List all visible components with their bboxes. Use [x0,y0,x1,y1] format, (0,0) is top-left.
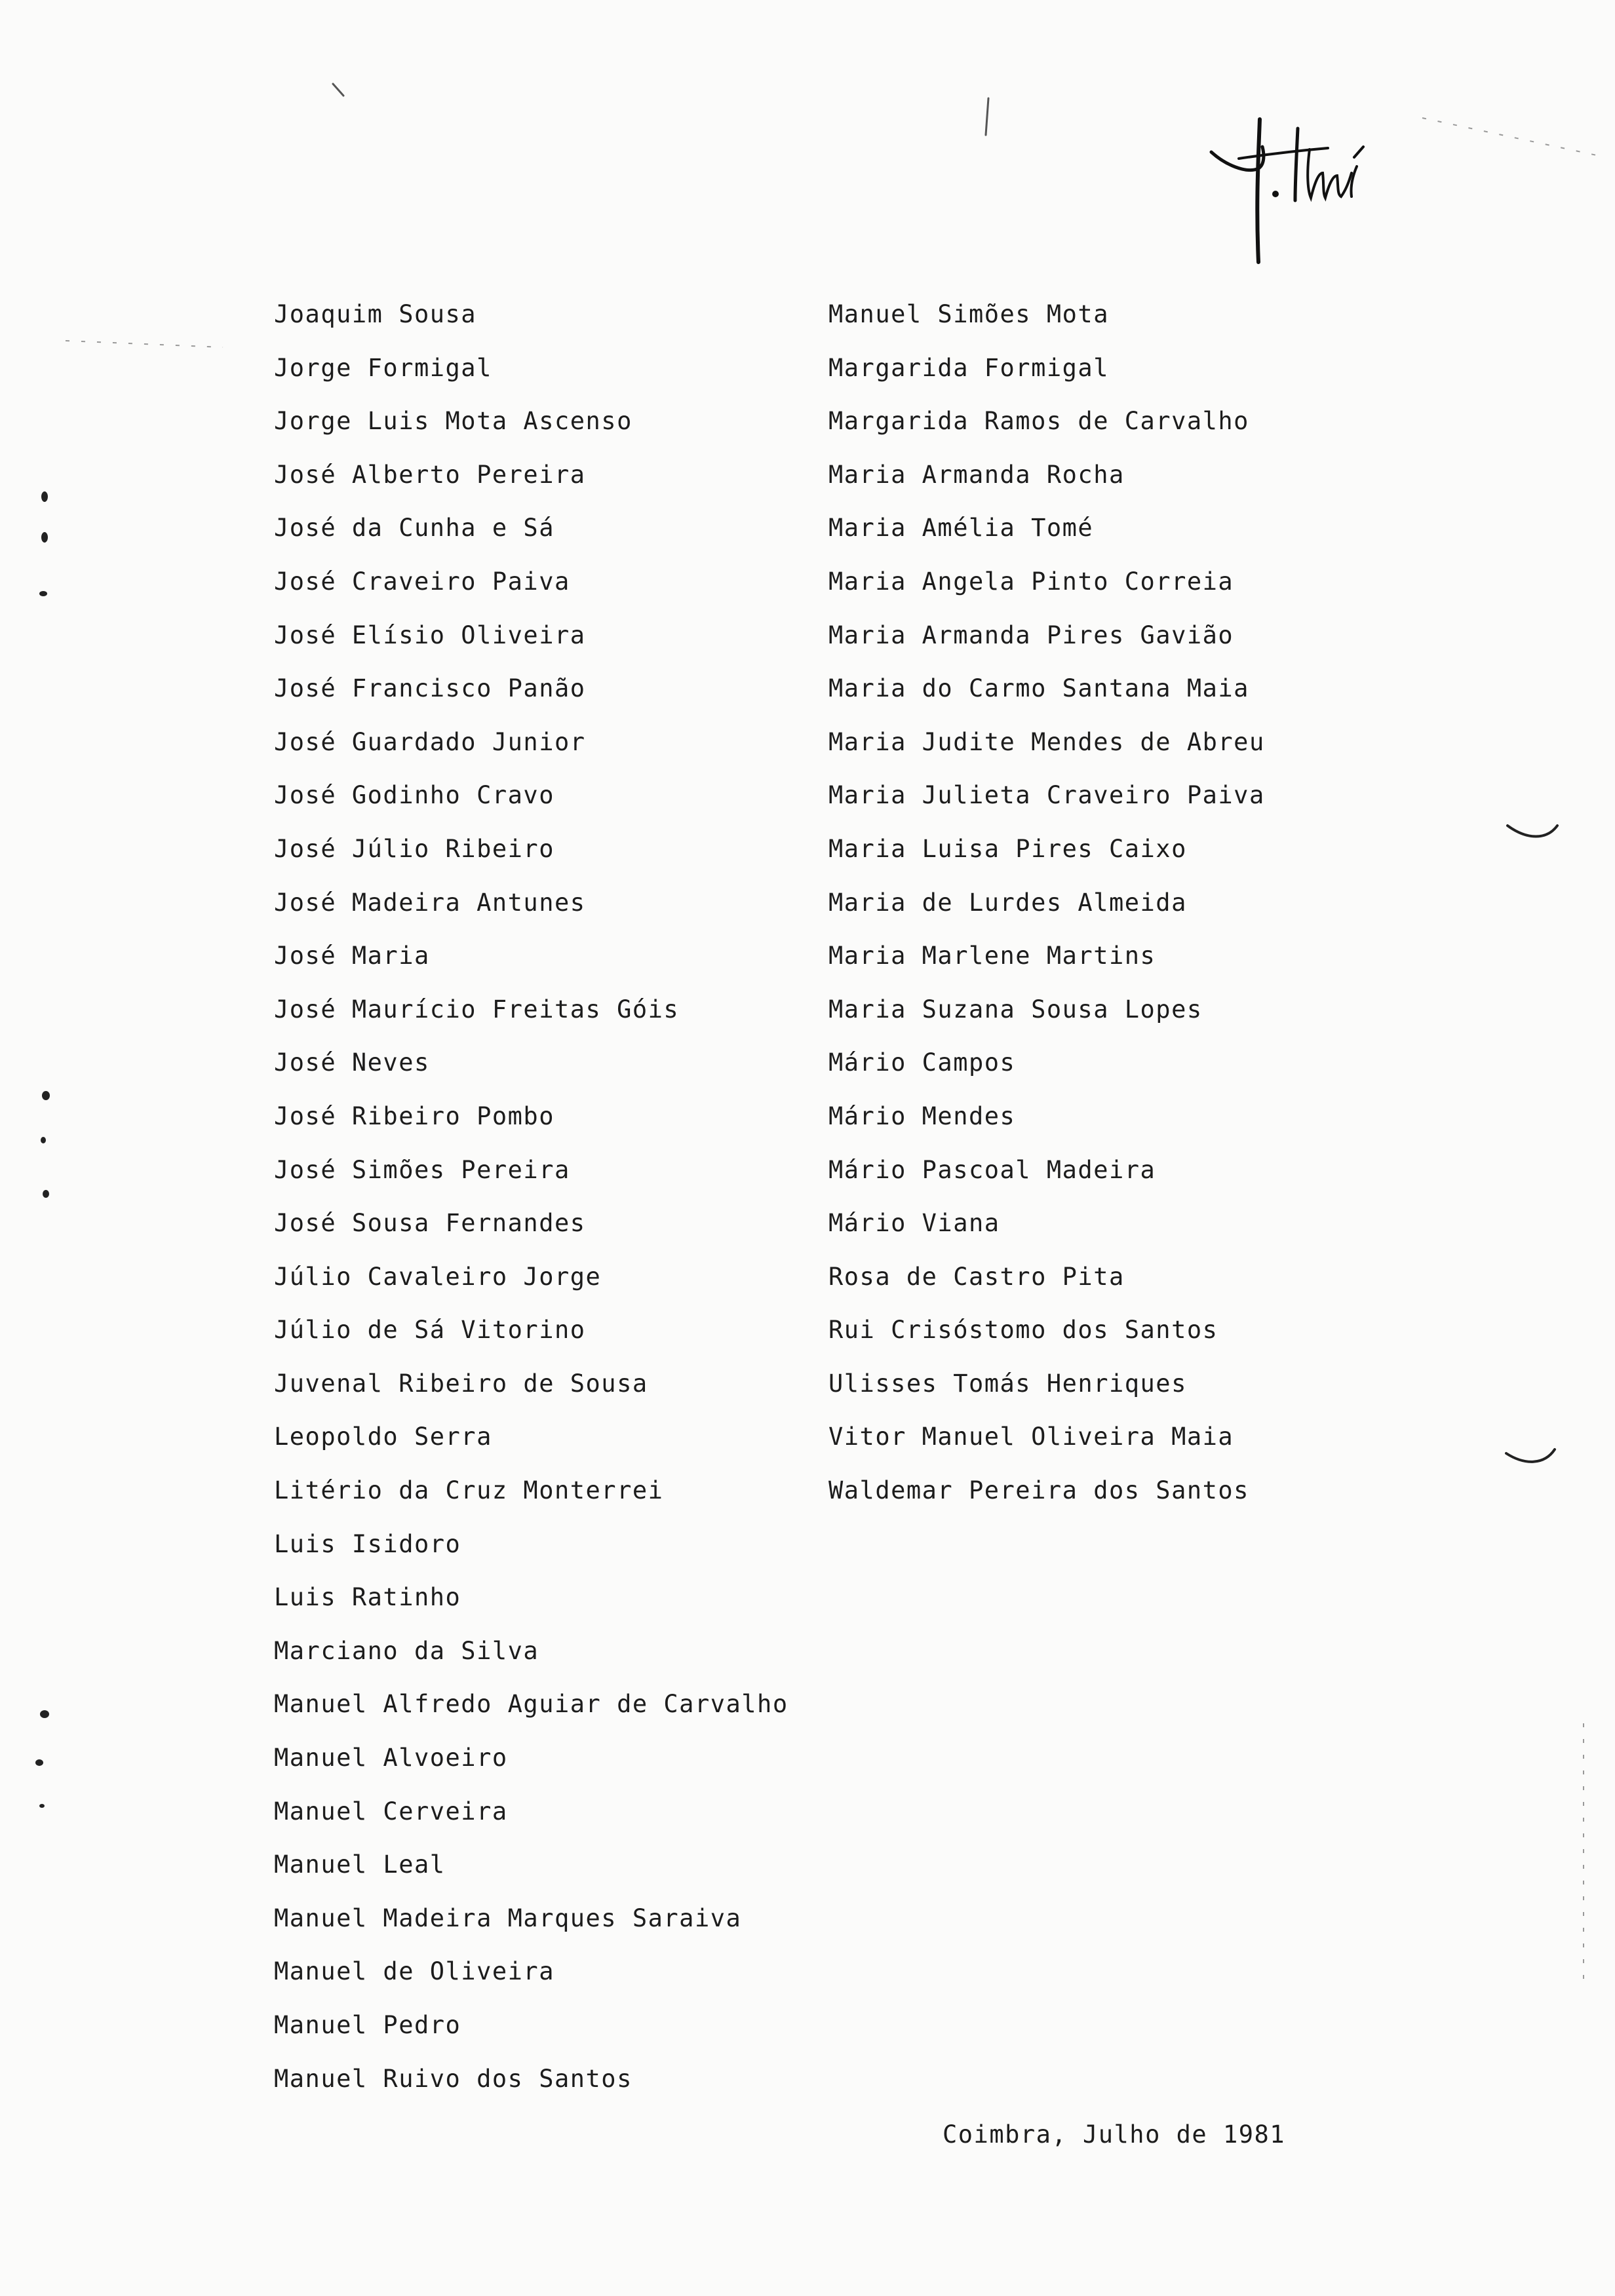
names-list-right [828,296,1265,1526]
name-entry: Manuel Alfredo Aguiar de Carvalho [274,1690,788,1719]
name-entry: José Maurício Freitas Góis [274,995,680,1024]
name-entry: Luis Isidoro [274,1529,461,1558]
name-entry: Jorge Luis Mota Ascenso [274,407,632,436]
name-entry: José Craveiro Paiva [274,567,570,596]
name-entry: Maria Armanda Rocha [828,460,1125,489]
name-entry: Júlio Cavaleiro Jorge [274,1262,602,1291]
name-entry: Margarida Formigal [828,353,1109,382]
handwritten-signature [1199,110,1383,274]
name-entry: José Simões Pereira [274,1155,570,1184]
name-entry: José Sousa Fernandes [274,1209,586,1238]
name-entry: Mário Viana [828,1209,1000,1238]
name-entry: Manuel de Oliveira [274,1957,555,1986]
name-entry: Manuel Ruivo dos Santos [274,2064,632,2093]
name-entry: Maria Suzana Sousa Lopes [828,995,1203,1024]
name-entry: Rui Crisóstomo dos Santos [828,1316,1218,1345]
name-entry: José Francisco Panão [274,674,586,703]
name-entry: Litério da Cruz Monterrei [274,1476,664,1505]
name-entry: José Júlio Ribeiro [274,834,555,863]
name-entry: Maria Armanda Pires Gavião [828,621,1234,649]
name-entry: Júlio de Sá Vitorino [274,1316,586,1345]
name-entry: Vitor Manuel Oliveira Maia [828,1423,1234,1451]
name-entry: Maria de Lurdes Almeida [828,888,1187,917]
name-entry: José Neves [274,1048,430,1077]
name-entry: José Maria [274,942,430,970]
name-entry: Maria Julieta Craveiro Paiva [828,781,1265,810]
names-list-left [274,296,788,2114]
name-entry: Luis Ratinho [274,1583,461,1612]
name-entry: Maria Judite Mendes de Abreu [828,727,1265,756]
name-entry: Waldemar Pereira dos Santos [828,1476,1249,1505]
name-entry: Mário Mendes [828,1101,1016,1130]
name-entry: Rosa de Castro Pita [828,1262,1125,1291]
name-entry: Jorge Formigal [274,353,492,382]
name-entry: José Elísio Oliveira [274,621,586,649]
name-entry: Maria do Carmo Santana Maia [828,674,1249,703]
name-entry: Leopoldo Serra [274,1423,492,1451]
name-entry: Margarida Ramos de Carvalho [828,407,1249,436]
name-entry: Marciano da Silva [274,1636,539,1665]
name-entry: Manuel Cerveira [274,1797,508,1826]
name-entry: Maria Luisa Pires Caixo [828,834,1187,863]
name-entry: José Madeira Antunes [274,888,586,917]
name-entry: Maria Marlene Martins [828,942,1156,970]
name-entry: Manuel Madeira Marques Saraiva [274,1904,742,1932]
name-entry: José Alberto Pereira [274,460,586,489]
name-entry: José Godinho Cravo [274,781,555,810]
name-entry: José da Cunha e Sá [274,514,555,543]
name-entry: José Ribeiro Pombo [274,1101,555,1130]
name-entry: Juvenal Ribeiro de Sousa [274,1369,648,1398]
name-entry: Joaquim Sousa [274,300,477,328]
name-entry: Manuel Pedro [274,2011,461,2039]
name-entry: Manuel Alvoeiro [274,1744,508,1772]
name-entry: Ulisses Tomás Henriques [828,1369,1187,1398]
name-entry: Manuel Leal [274,1850,446,1879]
name-entry: Maria Angela Pinto Correia [828,567,1234,596]
name-entry: Mário Pascoal Madeira [828,1155,1156,1184]
name-entry: Maria Amélia Tomé [828,514,1094,543]
name-entry: Mário Campos [828,1048,1016,1077]
place-date: Coimbra, Julho de 1981 [943,2120,1286,2149]
name-entry: José Guardado Junior [274,727,586,756]
name-entry: Manuel Simões Mota [828,300,1109,328]
